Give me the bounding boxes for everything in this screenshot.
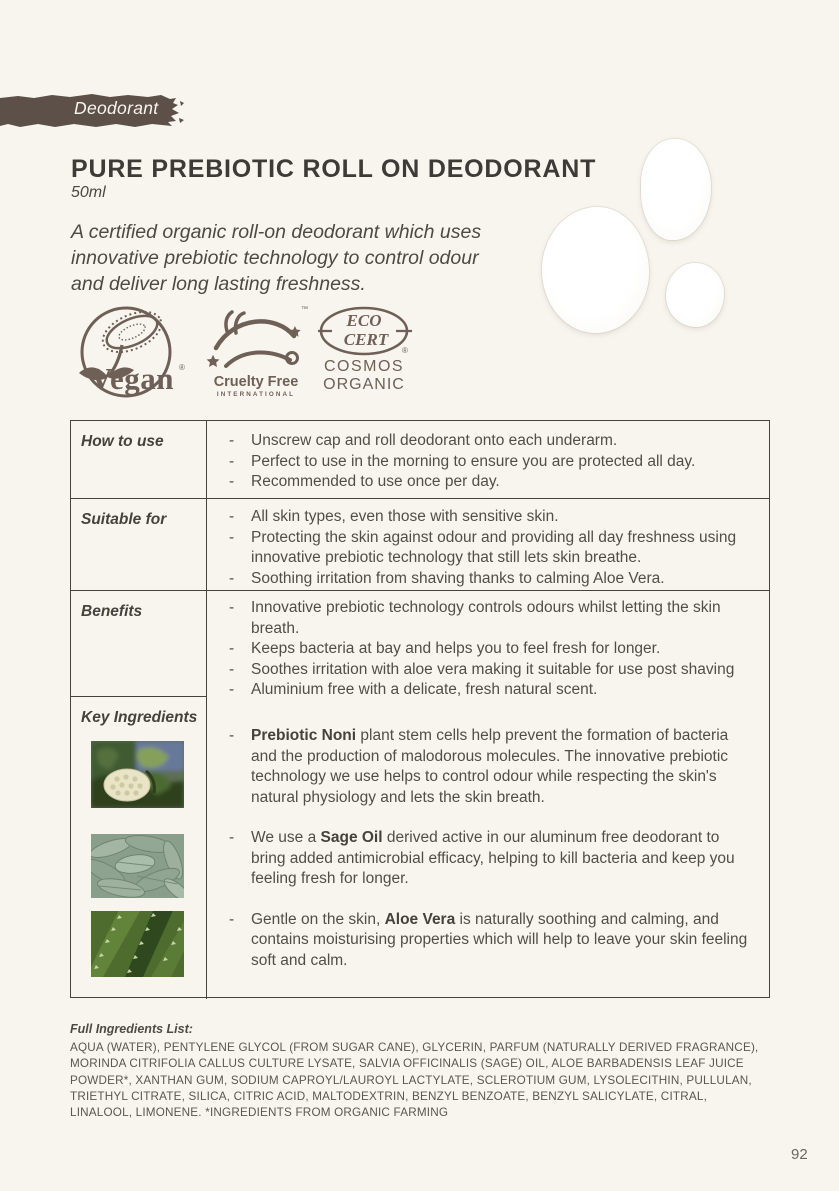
bullet-item — [229, 680, 757, 696]
bullet-text: Aluminium free with a delicate, fresh natural scent. — [251, 681, 598, 696]
bullet-item — [229, 639, 757, 660]
description-line: and deliver long lasting freshness. — [71, 273, 366, 295]
cream-blob-small — [666, 263, 724, 327]
svg-text:ECO: ECO — [346, 311, 382, 330]
sage-leaves-image — [91, 834, 184, 898]
row-label-text: How to use — [81, 433, 164, 450]
bullet-dash: - — [229, 727, 235, 744]
svg-text:CERT: CERT — [343, 330, 389, 349]
bullet-text: Prebiotic Noni plant stem cells help prevent the formation of bacteria and the production of malodorous molecules. The innovative prebiotic technology we use helps to control odour while respecting the skin's natural physiology and lets the skin breath. — [251, 727, 729, 806]
bullet-item — [229, 569, 757, 590]
ecocert-organic-label: ORGANIC — [323, 376, 405, 393]
bullet-dash: - — [229, 910, 235, 928]
product-description — [71, 219, 511, 297]
ecocert-logo — [318, 306, 414, 400]
leaping-bunny-icon — [204, 308, 306, 372]
bullet-dash: - — [229, 528, 235, 546]
row-label-text: Suitable for — [81, 511, 167, 528]
table-row-content-suitable-for — [206, 498, 769, 590]
vegan-logo — [66, 305, 192, 401]
table-row-label-suitable-for — [71, 498, 206, 590]
cruelty-free-trademark: ™ — [301, 306, 308, 313]
bullet-text: We use a Sage Oil derived active in our aluminum free deodorant to bring added antimicrobial efficacy, helping to kill bacteria and keep you feeling fresh for longer. — [251, 829, 735, 887]
ingredient-name: Prebiotic Noni — [251, 727, 357, 744]
table-row-label-how-to-use — [71, 421, 206, 498]
bullet-text: Recommended to use once per day. — [251, 473, 500, 490]
table-row-label-key-ingredients — [71, 696, 206, 999]
bullet-text: Keeps bacteria at bay and helps you to feel fresh for longer. — [251, 640, 661, 657]
cruelty-free-sublabel: INTERNATIONAL — [216, 391, 296, 398]
category-tag: Deodorant — [74, 98, 159, 118]
bullet-dash: - — [229, 473, 235, 490]
ecocert-oval-icon — [318, 306, 414, 356]
bullet-text: Gentle on the skin, Aloe Vera is naturally soothing and calming, and contains moisturising properties which will help to leave your skin feeling soft and calm. — [251, 910, 748, 969]
description-line: A certified organic roll-on deodorant which uses — [71, 221, 482, 243]
ingredient-name: Sage Oil — [320, 829, 383, 846]
bullet-dash: - — [229, 640, 235, 657]
ecocert-registered-mark: ® — [402, 346, 408, 355]
bullet-item — [229, 507, 757, 528]
table-row-content-benefits — [206, 590, 769, 696]
bullet-dash: - — [229, 432, 235, 449]
bullet-dash: - — [229, 569, 235, 587]
bullet-item — [229, 726, 757, 808]
bullet-text: Unscrew cap and roll deodorant onto each underarm. — [251, 432, 618, 449]
bullet-text: Soothes irritation with aloe vera making it suitable for use post shaving — [251, 660, 735, 678]
bullet-dash: - — [229, 452, 235, 470]
cream-blob-medium — [641, 139, 711, 240]
bullet-dash: - — [229, 829, 235, 846]
ecocert-cosmos-label: COSMOS — [323, 358, 405, 375]
bullet-item — [229, 528, 757, 569]
row-label-text: Key Ingredients — [81, 709, 198, 726]
bullet-dash: - — [229, 508, 235, 525]
vegan-registered-mark: ® — [179, 363, 185, 372]
cream-blob-large — [542, 207, 649, 333]
bullet-item — [229, 472, 757, 493]
cruelty-free-label: Cruelty Free — [213, 374, 299, 390]
info-table — [70, 420, 770, 998]
bullet-item — [229, 910, 757, 972]
bullet-item — [229, 598, 757, 639]
bullet-item — [229, 828, 757, 890]
table-row-content-how-to-use — [206, 421, 769, 498]
bullet-item — [229, 660, 757, 681]
full-ingredients-text: AQUA (WATER), PENTYLENE GLYCOL (FROM SUGAR CANE), GLYCERIN, PARFUM (NATURALLY DERIVED FRAGRANCE), MORINDA CITRIFOLIA CALLUS CULTURE LYSATE, SALVIA OFFICINALIS (SAGE) OIL, ALOE BARBADENSIS LEAF JUICE POWDER*, XANTHAN GUM, SODIUM CAPROYL/LAUROYL LACTYLATE, SCLEROTIUM GUM, LYSOLECITHIN, PULLULAN, TRIETHYL CITRATE, SILICA, CITRIC ACID, MALTODEXTRIN, BENZYL BENZOATE, BENZYL SALICYLATE, CITRAL, LINALOOL, LIMONENE. *INGREDIENTS FROM ORGANIC FARMING — [70, 1041, 759, 1120]
bullet-dash: - — [229, 681, 235, 696]
product-size: 50ml — [71, 184, 106, 201]
table-row-content-key-ingredients — [206, 696, 769, 999]
page-number: 92 — [791, 1146, 808, 1163]
bullet-dash: - — [229, 599, 235, 616]
bullet-text: Soothing irritation from shaving thanks to calming Aloe Vera. — [251, 569, 665, 587]
bullet-text: All skin types, even those with sensitive skin. — [251, 508, 559, 525]
certification-logos — [66, 303, 416, 403]
bullet-text: Innovative prebiotic technology controls odours whilst letting the skin breath. — [251, 599, 721, 637]
bullet-item — [229, 452, 757, 473]
noni-fruit-image — [91, 741, 184, 808]
table-row-label-benefits — [71, 590, 206, 696]
ingredient-name: Aloe Vera — [384, 910, 456, 928]
cruelty-free-logo — [204, 308, 306, 402]
bullet-dash: - — [229, 660, 235, 678]
row-label-text: Benefits — [81, 603, 143, 620]
bullet-item — [229, 431, 757, 452]
page-title: PURE PREBIOTIC ROLL ON DEODORANT — [71, 155, 597, 183]
bullet-text: Perfect to use in the morning to ensure you are protected all day. — [251, 452, 696, 470]
description-line: innovative prebiotic technology to control odour — [71, 247, 479, 269]
full-ingredients-heading: Full Ingredients List: — [70, 1022, 193, 1036]
aloe-vera-image — [91, 911, 184, 977]
vegan-logo-label: Vegan — [90, 361, 175, 396]
bullet-text: Protecting the skin against odour and providing all day freshness using innovative prebiotic technology that still lets skin breathe. — [251, 528, 737, 566]
